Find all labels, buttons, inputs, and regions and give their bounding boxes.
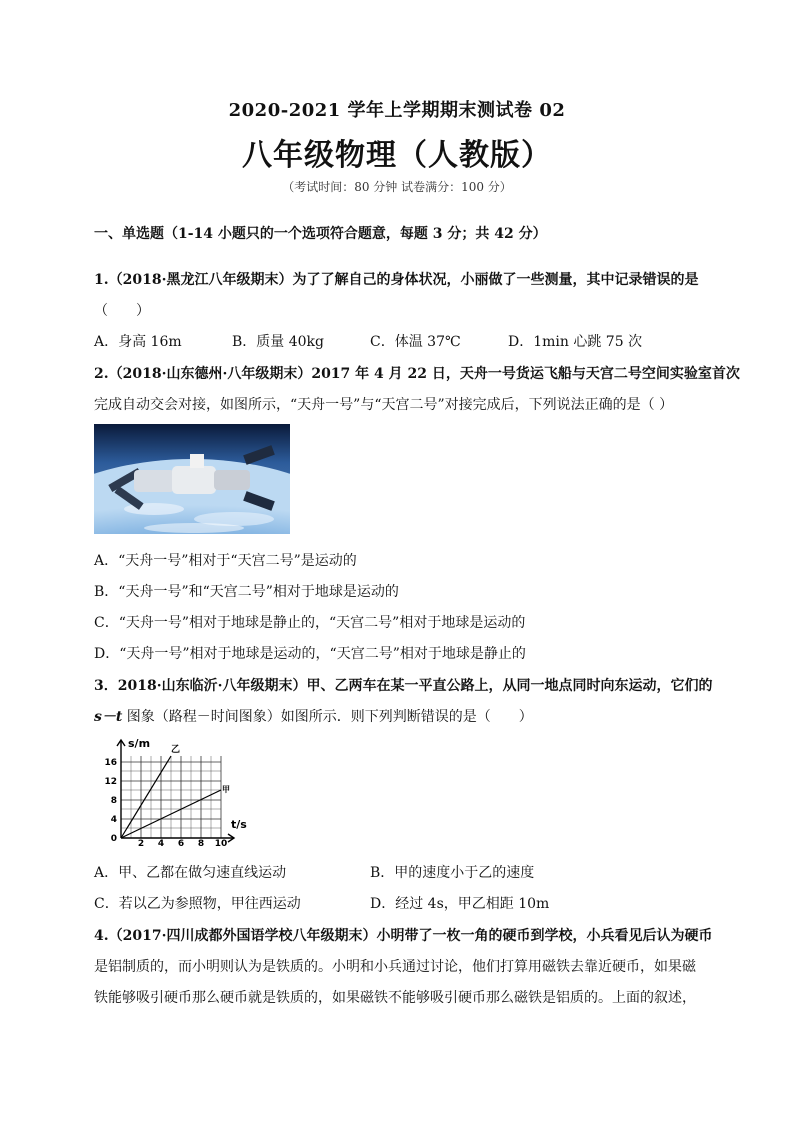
graph-ytick-4: 4: [110, 815, 117, 825]
graph-xtick-6: 6: [177, 839, 185, 846]
exam-subtitle: （考试时间：80 分钟 试卷满分：100 分）: [282, 180, 512, 194]
graph-xtick-2: 2: [137, 839, 145, 846]
q3-variable: s－t: [94, 709, 123, 725]
q1-stem: [94, 269, 698, 289]
exam-title: 2020-2021 学年上学期期末测试卷 02: [228, 100, 566, 121]
q2-option-c: C．“天舟一号”相对于地球是静止的，“天宫二号”相对于地球是运动的: [94, 615, 526, 631]
section-heading: 一、单选题（1-14 小题只的一个选项符合题意，每题 3 分；共 42 分）: [94, 226, 547, 242]
q2-option-d: D．“天舟一号”相对于地球是运动的，“天宫二号”相对于地球是静止的: [94, 646, 526, 662]
q3-option-a: A．甲、乙都在做匀速直线运动: [94, 865, 287, 881]
graph-xtick-4: 4: [157, 839, 165, 846]
graph-ytick-0: 0: [110, 834, 117, 844]
q2-stem-line2: 完成自动交会对接，如图所示，“天舟一号”与“天宫二号”对接完成后，下列说法正确的是（ ）: [94, 397, 674, 413]
q3-stem-line1: 3．2018·山东临沂·八年级期末）甲、乙两车在某一平直公路上，从同一地点同时向东运动，它们的: [94, 678, 713, 694]
q4-stem-line3: 铁能够吸引硬币那么硬币就是铁质的，如果磁铁不能够吸引硬币那么磁铁是铝质的。上面的叙述，: [94, 990, 696, 1006]
q1-option-a: A．身高 16m: [94, 334, 182, 350]
q4-stem-line2: 是铝制质的，而小明则认为是铁质的。小明和小兵通过讨论，他们打算用磁铁去靠近硬币，如果磁: [94, 959, 696, 975]
q3-option-c: C．若以乙为参照物，甲往西运动: [94, 896, 301, 912]
q2-option-a: A．“天舟一号”相对于“天宫二号”是运动的: [94, 553, 357, 569]
graph-xtick-8: 8: [197, 839, 205, 846]
graph-ylabel: s/m: [128, 737, 151, 750]
q4-stem-line1: 4.（2017·四川成都外国语学校八年级期末）小明带了一枚一角的硬币到学校，小兵看见后认为硬币: [94, 928, 713, 944]
graph-xlabel: t/s: [231, 818, 247, 831]
q1-option-d: D．1min 心跳 75 次: [508, 334, 643, 350]
graph-ytick-16: 16: [104, 758, 117, 768]
graph-xtick-10: 10: [214, 839, 228, 846]
q2-stem-line1: 2.（2018·山东德州·八年级期末）2017 年 4 月 22 日，天舟一号货运飞船与天宫二号空间实验室首次: [94, 366, 740, 382]
graph-label-yi: 乙: [171, 745, 181, 755]
q1-blank: （ ）: [94, 303, 150, 319]
q1-option-c: C．体温 37℃: [370, 334, 461, 350]
st-graph: [94, 734, 264, 846]
graph-label-jia: 甲: [222, 785, 230, 794]
q1-stem-text: 1.（2018·黑龙江八年级期末）为了了解自己的身体状况，小丽做了一些测量，其中记录错误的是: [94, 272, 699, 288]
q1-option-b: B．质量 40kg: [232, 334, 324, 350]
q3-stem-line2: [94, 706, 533, 726]
exam-main-title: 八年级物理（人教版）: [242, 138, 552, 173]
graph-ytick-8: 8: [110, 796, 117, 806]
graph-ytick-12: 12: [104, 777, 117, 787]
q2-option-b: B．“天舟一号”和“天宫二号”相对于地球是运动的: [94, 584, 399, 600]
q3-stem-line2-text: 图象（路程－时间图象）如图所示．则下列判断错误的是（ ）: [122, 709, 533, 725]
q3-option-d: D．经过 4s，甲乙相距 10m: [370, 896, 550, 912]
space-station-image: [94, 424, 290, 534]
q3-option-b: B．甲的速度小于乙的速度: [370, 865, 535, 881]
